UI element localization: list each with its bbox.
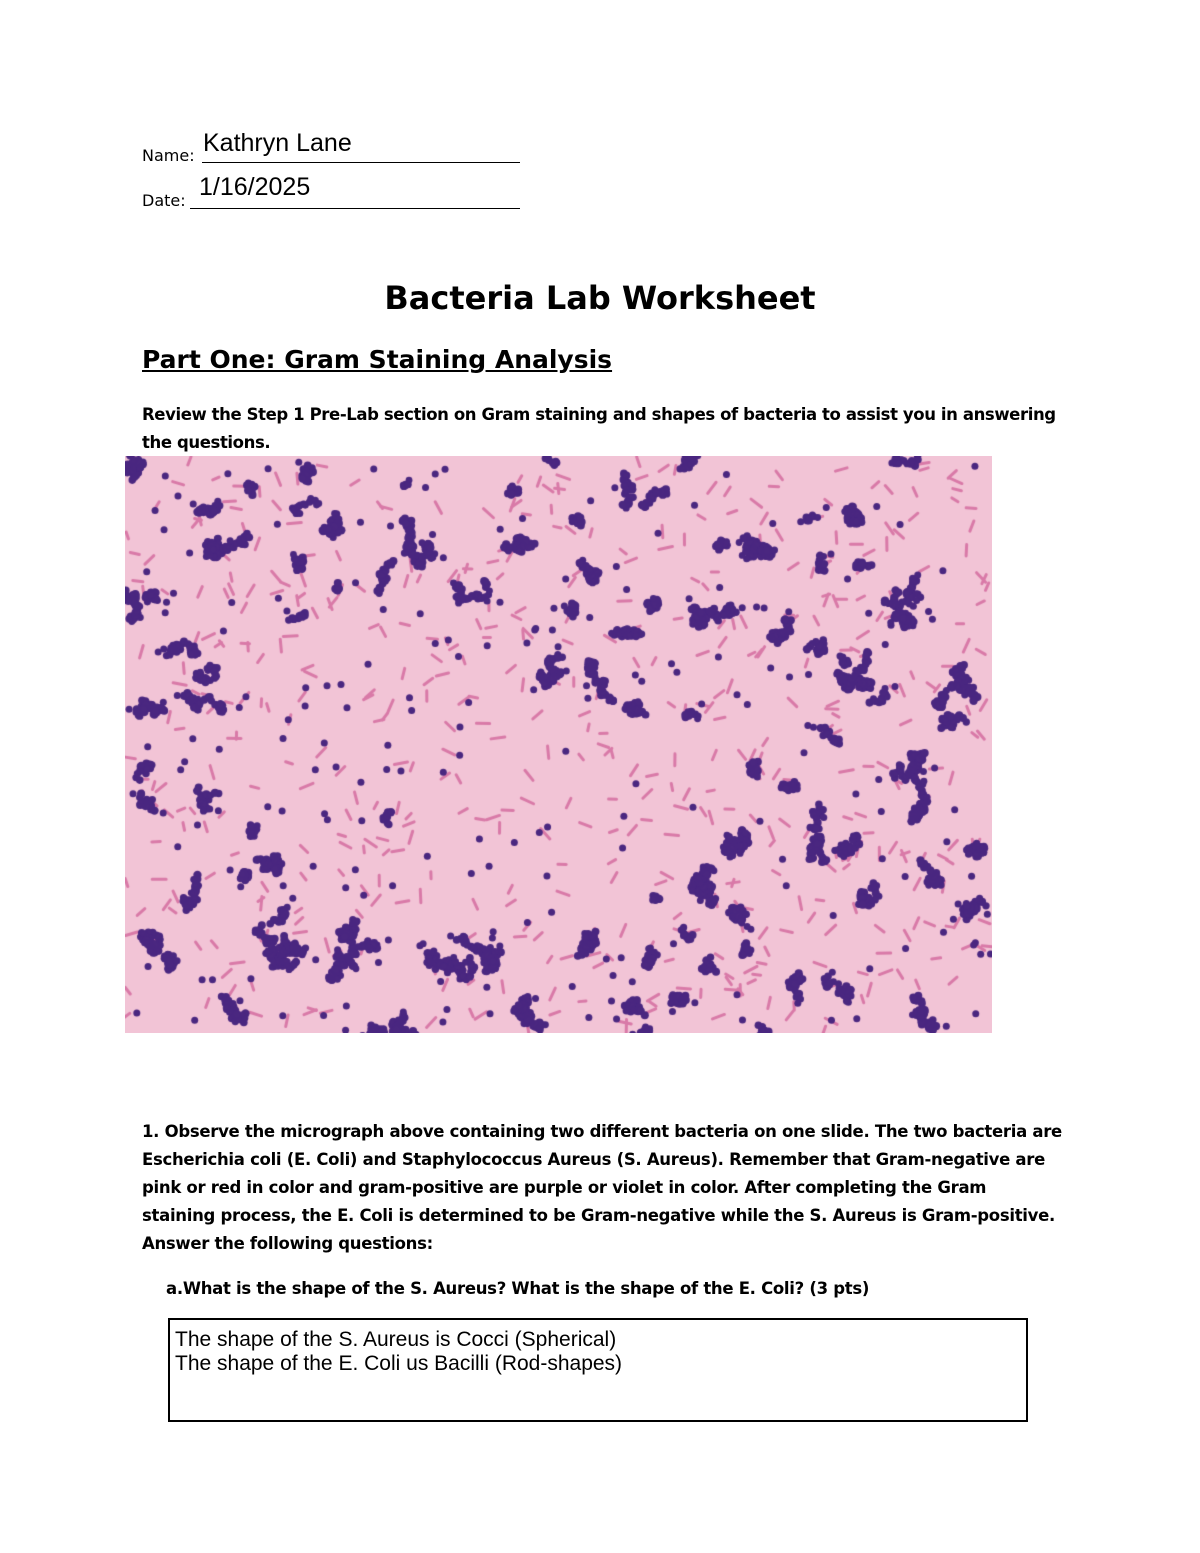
name-underline bbox=[202, 162, 520, 163]
question-1 bbox=[142, 1118, 1062, 1258]
name-field[interactable]: Kathryn Lane bbox=[203, 129, 352, 157]
question-1-number: 1. bbox=[142, 1122, 160, 1141]
date-underline bbox=[190, 208, 520, 209]
instructions: Review the Step 1 Pre-Lab section on Gram staining and shapes of bacteria to assist you in answering the questions. bbox=[142, 405, 1056, 452]
answer-line-1: The shape of the S. Aureus is Cocci (Spherical) bbox=[175, 1328, 617, 1351]
section-heading: Part One: Gram Staining Analysis bbox=[142, 345, 613, 374]
answer-line-2: The shape of the E. Coli us Bacilli (Rod-shapes) bbox=[175, 1352, 623, 1375]
date-label: Date: bbox=[142, 191, 186, 210]
question-1a-text: What is the shape of the S. Aureus? What is the shape of the E. Coli? bbox=[182, 1279, 804, 1298]
answer-box-1a[interactable] bbox=[168, 1318, 1028, 1422]
question-1a-label: a. bbox=[166, 1279, 183, 1298]
question-1a bbox=[166, 1275, 869, 1303]
question-1-text: Observe the micrograph above containing two different bacteria on one slide. The two bacteria are Escherichia coli (E. Coli) and Staphylococcus Aureus (S. Aureus). Remember that Gram-negative are pink or red in color and gram-positive are purple or violet in color. After completing the Gram staining process, the E. Coli is determined to be Gram-negative while the S. Aureus is Gram-positive. Answer the following questions: bbox=[142, 1122, 1062, 1253]
question-1a-points: (3 pts) bbox=[809, 1279, 870, 1298]
name-label: Name: bbox=[142, 146, 195, 165]
gram-stain-micrograph-image bbox=[125, 456, 992, 1033]
date-field[interactable]: 1/16/2025 bbox=[199, 173, 311, 201]
micrograph-canvas bbox=[125, 456, 992, 1033]
page-title: Bacteria Lab Worksheet bbox=[384, 279, 816, 317]
